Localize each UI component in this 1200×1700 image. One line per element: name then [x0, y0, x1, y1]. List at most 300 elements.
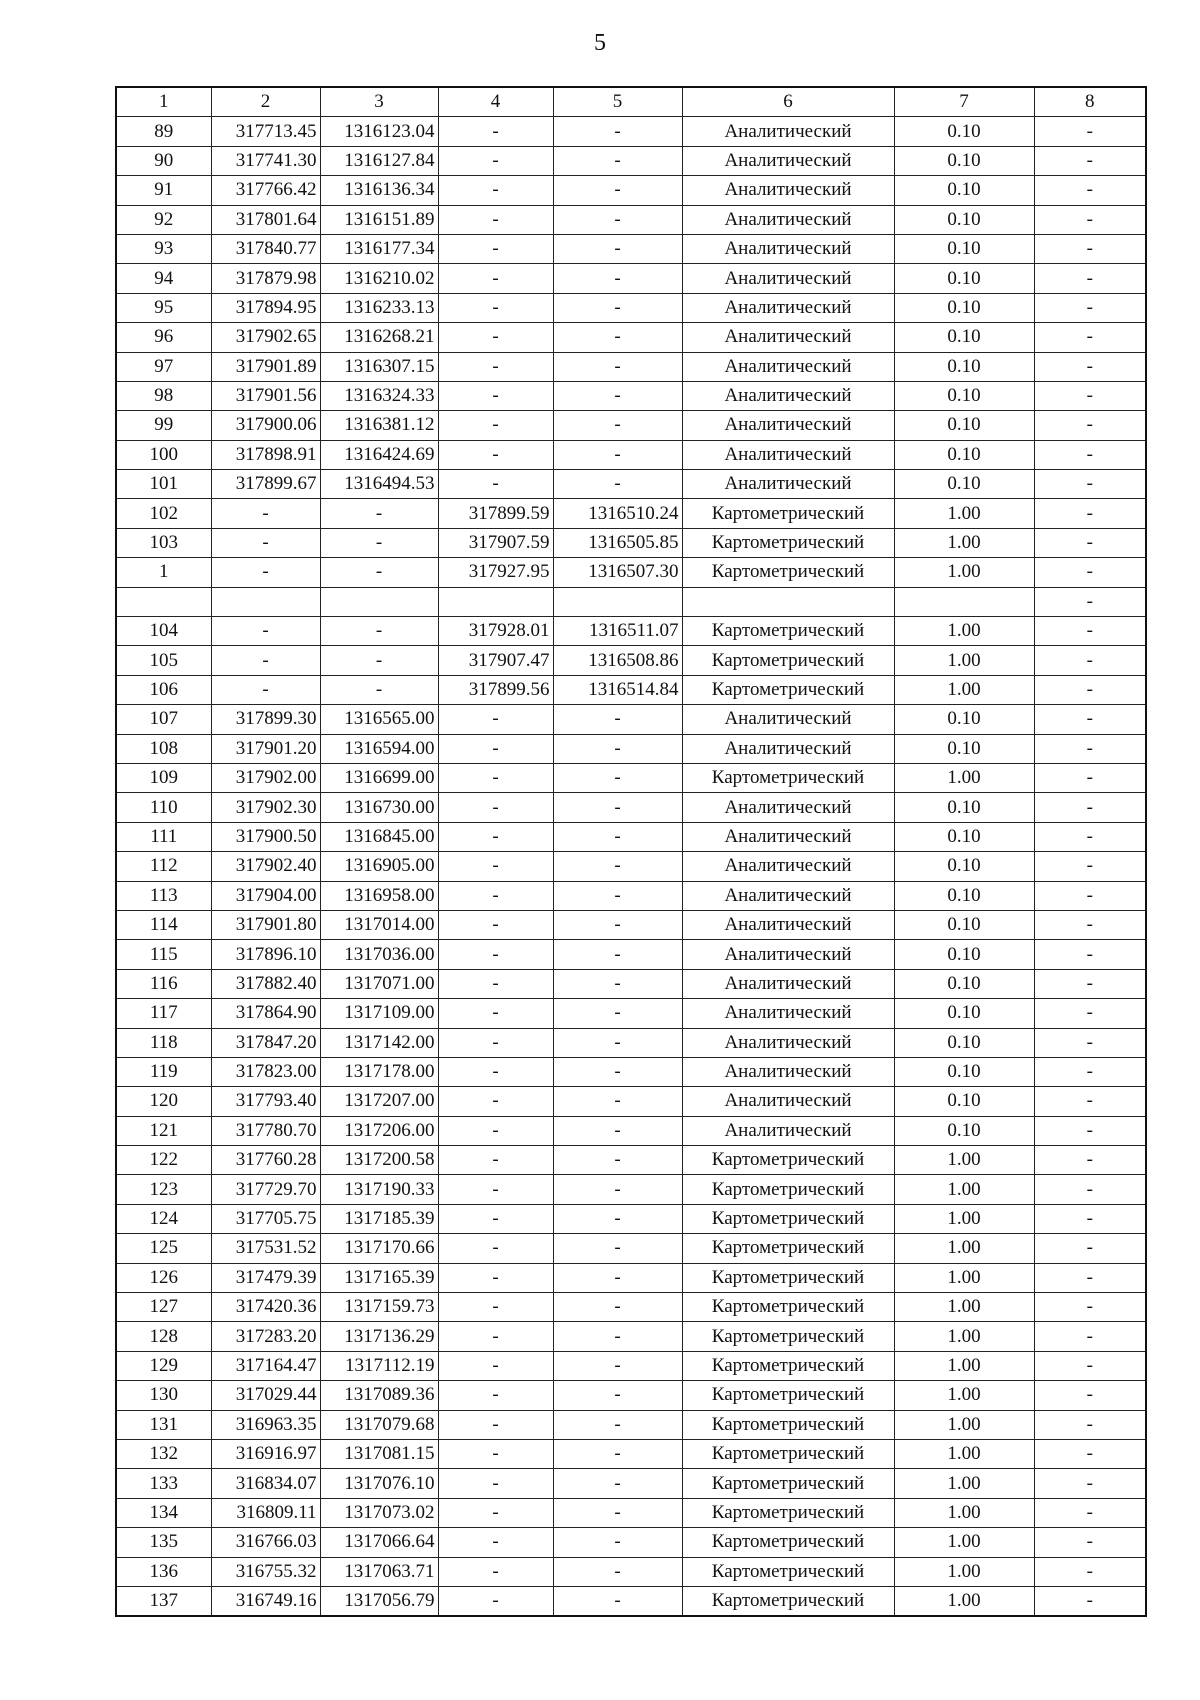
- cell-note: -: [1034, 1234, 1146, 1263]
- cell-point-number: 120: [116, 1087, 211, 1116]
- cell-y-coordinate: 1317136.29: [320, 1322, 438, 1351]
- cell-point-number: 109: [116, 763, 211, 792]
- cell-x-coordinate-alt: -: [438, 969, 553, 998]
- cell-y-coordinate-alt: -: [553, 176, 682, 205]
- cell-accuracy: 0.10: [894, 793, 1034, 822]
- cell-y-coordinate-alt: -: [553, 969, 682, 998]
- cell-accuracy: 0.10: [894, 293, 1034, 322]
- cell-x-coordinate: 317882.40: [211, 969, 320, 998]
- cell-x-coordinate: 317531.52: [211, 1234, 320, 1263]
- cell-x-coordinate-alt: 317927.95: [438, 558, 553, 587]
- cell-y-coordinate-alt: -: [553, 734, 682, 763]
- cell-accuracy: 0.10: [894, 264, 1034, 293]
- cell-accuracy: 0.10: [894, 1116, 1034, 1145]
- cell-method: Аналитический: [682, 1087, 894, 1116]
- cell-point-number: 121: [116, 1116, 211, 1145]
- cell-accuracy: 0.10: [894, 940, 1034, 969]
- cell-accuracy: 0.10: [894, 176, 1034, 205]
- cell-note: -: [1034, 146, 1146, 175]
- table-row: [116, 1381, 1146, 1410]
- table-row: [116, 234, 1146, 263]
- cell-method: Аналитический: [682, 234, 894, 263]
- table-row: [116, 1204, 1146, 1233]
- cell-note: -: [1034, 617, 1146, 646]
- cell-x-coordinate-alt: -: [438, 1146, 553, 1175]
- cell-y-coordinate: 1317036.00: [320, 940, 438, 969]
- cell-x-coordinate: 317713.45: [211, 117, 320, 146]
- cell-y-coordinate: 1316958.00: [320, 881, 438, 910]
- cell-y-coordinate-alt: -: [553, 1586, 682, 1616]
- cell-point-number: 95: [116, 293, 211, 322]
- cell-x-coordinate: 317847.20: [211, 1028, 320, 1057]
- cell-x-coordinate-alt: -: [438, 1351, 553, 1380]
- cell-x-coordinate-alt: -: [438, 1234, 553, 1263]
- cell-method: Аналитический: [682, 1116, 894, 1145]
- cell-x-coordinate: 317900.50: [211, 822, 320, 851]
- cell-note: -: [1034, 1087, 1146, 1116]
- cell-note: -: [1034, 822, 1146, 851]
- table-row: [116, 381, 1146, 410]
- cell-point-number: 113: [116, 881, 211, 910]
- cell-accuracy: 1.00: [894, 1498, 1034, 1527]
- cell-accuracy: 1.00: [894, 1175, 1034, 1204]
- cell-y-coordinate-alt: -: [553, 793, 682, 822]
- cell-y-coordinate: 1317178.00: [320, 1057, 438, 1086]
- cell-method: Аналитический: [682, 881, 894, 910]
- cell-y-coordinate: 1316381.12: [320, 411, 438, 440]
- cell-x-coordinate: -: [211, 499, 320, 528]
- cell-y-coordinate-alt: 1316505.85: [553, 528, 682, 557]
- cell-x-coordinate-alt: 317907.59: [438, 528, 553, 557]
- cell-x-coordinate: -: [211, 528, 320, 557]
- cell-method: Аналитический: [682, 910, 894, 939]
- cell-point-number: 93: [116, 234, 211, 263]
- cell-y-coordinate: 1317109.00: [320, 999, 438, 1028]
- cell-accuracy: 0.10: [894, 146, 1034, 175]
- cell-method: Картометрический: [682, 499, 894, 528]
- cell-x-coordinate: 317729.70: [211, 1175, 320, 1204]
- cell-note: -: [1034, 1351, 1146, 1380]
- cell-point-number: 107: [116, 705, 211, 734]
- cell-accuracy: 1.00: [894, 558, 1034, 587]
- cell-accuracy: 1.00: [894, 1557, 1034, 1586]
- cell-x-coordinate-alt: -: [438, 1586, 553, 1616]
- cell-x-coordinate: 317766.42: [211, 176, 320, 205]
- cell-method: Картометрический: [682, 1263, 894, 1292]
- cell-y-coordinate: 1317190.33: [320, 1175, 438, 1204]
- cell-y-coordinate: 1317200.58: [320, 1146, 438, 1175]
- column-header-2: 2: [211, 87, 320, 117]
- cell-x-coordinate-alt: -: [438, 264, 553, 293]
- cell-y-coordinate-alt: -: [553, 1469, 682, 1498]
- cell-note: -: [1034, 352, 1146, 381]
- cell-x-coordinate: 317864.90: [211, 999, 320, 1028]
- cell-accuracy: 0.10: [894, 1057, 1034, 1086]
- cell-point-number: 97: [116, 352, 211, 381]
- cell-y-coordinate: 1317063.71: [320, 1557, 438, 1586]
- cell-note: -: [1034, 1557, 1146, 1586]
- cell-x-coordinate-alt: -: [438, 234, 553, 263]
- table-row: [116, 558, 1146, 587]
- cell-point-number: 125: [116, 1234, 211, 1263]
- cell-point-number: 128: [116, 1322, 211, 1351]
- cell-x-coordinate: -: [211, 646, 320, 675]
- table-row: [116, 1028, 1146, 1057]
- cell-y-coordinate-alt: -: [553, 205, 682, 234]
- cell-y-coordinate: 1316845.00: [320, 822, 438, 851]
- table-body: [116, 117, 1146, 1616]
- cell-note: -: [1034, 234, 1146, 263]
- cell-note: -: [1034, 852, 1146, 881]
- cell-x-coordinate: 316963.35: [211, 1410, 320, 1439]
- cell-point-number: 101: [116, 470, 211, 499]
- cell-y-coordinate: [320, 587, 438, 616]
- cell-x-coordinate-alt: -: [438, 1322, 553, 1351]
- cell-method: Аналитический: [682, 969, 894, 998]
- table-row: [116, 1087, 1146, 1116]
- cell-accuracy: 1.00: [894, 617, 1034, 646]
- cell-y-coordinate: 1317112.19: [320, 1351, 438, 1380]
- cell-point-number: 136: [116, 1557, 211, 1586]
- cell-x-coordinate-alt: -: [438, 705, 553, 734]
- table-row: [116, 675, 1146, 704]
- cell-y-coordinate-alt: -: [553, 940, 682, 969]
- cell-method: Картометрический: [682, 646, 894, 675]
- cell-x-coordinate-alt: -: [438, 734, 553, 763]
- cell-y-coordinate-alt: -: [553, 352, 682, 381]
- cell-point-number: 110: [116, 793, 211, 822]
- cell-accuracy: 0.10: [894, 205, 1034, 234]
- page-number: 5: [594, 30, 606, 56]
- cell-accuracy: 1.00: [894, 1322, 1034, 1351]
- table-row: [116, 440, 1146, 469]
- cell-note: -: [1034, 734, 1146, 763]
- table-row: [116, 411, 1146, 440]
- cell-x-coordinate: 317420.36: [211, 1293, 320, 1322]
- cell-method: Аналитический: [682, 940, 894, 969]
- cell-y-coordinate-alt: -: [553, 1351, 682, 1380]
- cell-accuracy: 0.10: [894, 705, 1034, 734]
- cell-accuracy: 1.00: [894, 1263, 1034, 1292]
- cell-y-coordinate: 1316127.84: [320, 146, 438, 175]
- cell-x-coordinate-alt: -: [438, 1057, 553, 1086]
- cell-note: -: [1034, 1439, 1146, 1468]
- cell-y-coordinate: 1317066.64: [320, 1528, 438, 1557]
- column-header-6: 6: [682, 87, 894, 117]
- cell-accuracy: 1.00: [894, 763, 1034, 792]
- cell-y-coordinate-alt: -: [553, 117, 682, 146]
- cell-y-coordinate-alt: -: [553, 146, 682, 175]
- cell-method: Картометрический: [682, 675, 894, 704]
- cell-x-coordinate: 317898.91: [211, 440, 320, 469]
- table-row: [116, 646, 1146, 675]
- cell-note: -: [1034, 528, 1146, 557]
- cell-point-number: 111: [116, 822, 211, 851]
- cell-accuracy: 0.10: [894, 440, 1034, 469]
- cell-note: -: [1034, 499, 1146, 528]
- table-row: [116, 587, 1146, 616]
- cell-method: Картометрический: [682, 1234, 894, 1263]
- cell-method: Аналитический: [682, 470, 894, 499]
- table-row: [116, 528, 1146, 557]
- cell-note: -: [1034, 1263, 1146, 1292]
- cell-note: -: [1034, 470, 1146, 499]
- cell-y-coordinate: 1317170.66: [320, 1234, 438, 1263]
- cell-accuracy: 0.10: [894, 470, 1034, 499]
- cell-method: Аналитический: [682, 852, 894, 881]
- cell-x-coordinate: 317780.70: [211, 1116, 320, 1145]
- cell-note: -: [1034, 323, 1146, 352]
- cell-method: Аналитический: [682, 999, 894, 1028]
- cell-point-number: 98: [116, 381, 211, 410]
- cell-y-coordinate-alt: -: [553, 1175, 682, 1204]
- table-row: [116, 205, 1146, 234]
- cell-method: Аналитический: [682, 117, 894, 146]
- cell-x-coordinate: 317901.80: [211, 910, 320, 939]
- cell-x-coordinate: -: [211, 675, 320, 704]
- cell-note: -: [1034, 1381, 1146, 1410]
- cell-method: Аналитический: [682, 176, 894, 205]
- cell-point-number: 124: [116, 1204, 211, 1233]
- cell-accuracy: 0.10: [894, 381, 1034, 410]
- column-header-5: 5: [553, 87, 682, 117]
- cell-y-coordinate-alt: -: [553, 381, 682, 410]
- cell-y-coordinate: 1316210.02: [320, 264, 438, 293]
- cell-y-coordinate: 1316730.00: [320, 793, 438, 822]
- cell-method: Аналитический: [682, 264, 894, 293]
- cell-x-coordinate: 316916.97: [211, 1439, 320, 1468]
- cell-method: Картометрический: [682, 1439, 894, 1468]
- cell-x-coordinate-alt: -: [438, 1381, 553, 1410]
- cell-note: -: [1034, 1175, 1146, 1204]
- cell-method: Аналитический: [682, 205, 894, 234]
- cell-x-coordinate: 317902.00: [211, 763, 320, 792]
- column-header-1: 1: [116, 87, 211, 117]
- cell-note: -: [1034, 1469, 1146, 1498]
- cell-x-coordinate-alt: 317899.59: [438, 499, 553, 528]
- cell-y-coordinate-alt: 1316514.84: [553, 675, 682, 704]
- cell-point-number: 89: [116, 117, 211, 146]
- cell-method: Картометрический: [682, 1381, 894, 1410]
- cell-accuracy: 0.10: [894, 234, 1034, 263]
- cell-x-coordinate: -: [211, 558, 320, 587]
- cell-method: Аналитический: [682, 1057, 894, 1086]
- cell-y-coordinate-alt: -: [553, 1410, 682, 1439]
- cell-note: -: [1034, 1116, 1146, 1145]
- cell-y-coordinate: -: [320, 499, 438, 528]
- cell-x-coordinate-alt: -: [438, 910, 553, 939]
- cell-point-number: 118: [116, 1028, 211, 1057]
- cell-x-coordinate: -: [211, 617, 320, 646]
- cell-point-number: 112: [116, 852, 211, 881]
- cell-accuracy: 1.00: [894, 499, 1034, 528]
- table-row: [116, 969, 1146, 998]
- cell-point-number: [116, 587, 211, 616]
- cell-x-coordinate: 317705.75: [211, 1204, 320, 1233]
- cell-method: Картометрический: [682, 558, 894, 587]
- table-row: [116, 1557, 1146, 1586]
- cell-x-coordinate: 317823.00: [211, 1057, 320, 1086]
- cell-x-coordinate-alt: 317928.01: [438, 617, 553, 646]
- cell-accuracy: 0.10: [894, 1028, 1034, 1057]
- table-row: [116, 763, 1146, 792]
- cell-y-coordinate-alt: -: [553, 1204, 682, 1233]
- table-row: [116, 293, 1146, 322]
- cell-y-coordinate-alt: -: [553, 1439, 682, 1468]
- cell-y-coordinate: 1316565.00: [320, 705, 438, 734]
- cell-x-coordinate-alt: -: [438, 1528, 553, 1557]
- cell-y-coordinate: 1316233.13: [320, 293, 438, 322]
- cell-x-coordinate-alt: -: [438, 381, 553, 410]
- cell-accuracy: 0.10: [894, 999, 1034, 1028]
- cell-x-coordinate: 316834.07: [211, 1469, 320, 1498]
- cell-point-number: 94: [116, 264, 211, 293]
- cell-point-number: 117: [116, 999, 211, 1028]
- cell-point-number: 137: [116, 1586, 211, 1616]
- cell-y-coordinate: 1316424.69: [320, 440, 438, 469]
- cell-note: -: [1034, 910, 1146, 939]
- table-row: [116, 910, 1146, 939]
- cell-x-coordinate: 317902.40: [211, 852, 320, 881]
- cell-y-coordinate: 1317056.79: [320, 1586, 438, 1616]
- cell-point-number: 96: [116, 323, 211, 352]
- cell-y-coordinate-alt: -: [553, 1234, 682, 1263]
- table-row: [116, 1498, 1146, 1527]
- cell-accuracy: 1.00: [894, 1351, 1034, 1380]
- cell-y-coordinate: 1317071.00: [320, 969, 438, 998]
- cell-x-coordinate: [211, 587, 320, 616]
- table-row: [116, 1263, 1146, 1292]
- cell-x-coordinate: 316766.03: [211, 1528, 320, 1557]
- cell-x-coordinate: 317894.95: [211, 293, 320, 322]
- cell-x-coordinate-alt: [438, 587, 553, 616]
- table-row: [116, 881, 1146, 910]
- cell-note: -: [1034, 264, 1146, 293]
- cell-x-coordinate-alt: -: [438, 1263, 553, 1292]
- cell-note: -: [1034, 1146, 1146, 1175]
- cell-y-coordinate: 1316307.15: [320, 352, 438, 381]
- cell-y-coordinate: 1317073.02: [320, 1498, 438, 1527]
- cell-accuracy: 0.10: [894, 117, 1034, 146]
- cell-x-coordinate-alt: -: [438, 1498, 553, 1527]
- cell-note: -: [1034, 558, 1146, 587]
- cell-point-number: 126: [116, 1263, 211, 1292]
- cell-accuracy: 1.00: [894, 1439, 1034, 1468]
- table-row: [116, 940, 1146, 969]
- cell-y-coordinate: 1317142.00: [320, 1028, 438, 1057]
- cell-x-coordinate: 317896.10: [211, 940, 320, 969]
- cell-note: -: [1034, 117, 1146, 146]
- table-row: [116, 1469, 1146, 1498]
- cell-point-number: 114: [116, 910, 211, 939]
- column-header-7: 7: [894, 87, 1034, 117]
- cell-y-coordinate-alt: 1316508.86: [553, 646, 682, 675]
- cell-x-coordinate-alt: -: [438, 1087, 553, 1116]
- cell-method: Аналитический: [682, 146, 894, 175]
- cell-y-coordinate: 1317165.39: [320, 1263, 438, 1292]
- cell-y-coordinate: 1317014.00: [320, 910, 438, 939]
- cell-note: -: [1034, 1410, 1146, 1439]
- cell-method: Картометрический: [682, 1351, 894, 1380]
- column-header-3: 3: [320, 87, 438, 117]
- table-row: [116, 470, 1146, 499]
- cell-method: Аналитический: [682, 734, 894, 763]
- cell-method: Аналитический: [682, 381, 894, 410]
- cell-point-number: 108: [116, 734, 211, 763]
- cell-x-coordinate: 317904.00: [211, 881, 320, 910]
- cell-point-number: 90: [116, 146, 211, 175]
- cell-accuracy: 1.00: [894, 1293, 1034, 1322]
- cell-y-coordinate-alt: 1316507.30: [553, 558, 682, 587]
- cell-note: -: [1034, 763, 1146, 792]
- cell-note: -: [1034, 1057, 1146, 1086]
- table-row: [116, 176, 1146, 205]
- cell-method: Аналитический: [682, 822, 894, 851]
- table-row: [116, 617, 1146, 646]
- cell-accuracy: 0.10: [894, 910, 1034, 939]
- cell-point-number: 102: [116, 499, 211, 528]
- cell-y-coordinate-alt: -: [553, 1263, 682, 1292]
- table-row: [116, 999, 1146, 1028]
- cell-y-coordinate-alt: -: [553, 881, 682, 910]
- cell-note: -: [1034, 969, 1146, 998]
- cell-x-coordinate: 317793.40: [211, 1087, 320, 1116]
- cell-note: -: [1034, 1586, 1146, 1616]
- cell-y-coordinate: 1316905.00: [320, 852, 438, 881]
- cell-note: -: [1034, 1293, 1146, 1322]
- cell-note: -: [1034, 587, 1146, 616]
- cell-point-number: 99: [116, 411, 211, 440]
- cell-accuracy: 1.00: [894, 1381, 1034, 1410]
- cell-y-coordinate: 1316123.04: [320, 117, 438, 146]
- cell-y-coordinate-alt: -: [553, 293, 682, 322]
- cell-x-coordinate-alt: -: [438, 852, 553, 881]
- cell-method: Картометрический: [682, 1175, 894, 1204]
- cell-y-coordinate: -: [320, 528, 438, 557]
- cell-note: -: [1034, 1322, 1146, 1351]
- cell-y-coordinate-alt: -: [553, 234, 682, 263]
- cell-method: [682, 587, 894, 616]
- cell-x-coordinate: 317801.64: [211, 205, 320, 234]
- table-row: [116, 1175, 1146, 1204]
- cell-y-coordinate-alt: -: [553, 470, 682, 499]
- cell-x-coordinate-alt: -: [438, 1204, 553, 1233]
- cell-accuracy: 1.00: [894, 528, 1034, 557]
- table-row: [116, 822, 1146, 851]
- cell-x-coordinate-alt: -: [438, 793, 553, 822]
- cell-y-coordinate-alt: -: [553, 440, 682, 469]
- cell-method: Аналитический: [682, 793, 894, 822]
- table-row: [116, 1351, 1146, 1380]
- cell-x-coordinate: 317902.30: [211, 793, 320, 822]
- table-row: [116, 852, 1146, 881]
- cell-x-coordinate-alt: -: [438, 293, 553, 322]
- cell-method: Картометрический: [682, 617, 894, 646]
- cell-x-coordinate: 316755.32: [211, 1557, 320, 1586]
- cell-x-coordinate: 316809.11: [211, 1498, 320, 1527]
- cell-point-number: 123: [116, 1175, 211, 1204]
- cell-point-number: 135: [116, 1528, 211, 1557]
- table-row: [116, 1439, 1146, 1468]
- cell-note: -: [1034, 176, 1146, 205]
- cell-y-coordinate-alt: -: [553, 763, 682, 792]
- cell-note: -: [1034, 1498, 1146, 1527]
- cell-accuracy: [894, 587, 1034, 616]
- table-row: [116, 734, 1146, 763]
- cell-x-coordinate-alt: -: [438, 1469, 553, 1498]
- cell-accuracy: 0.10: [894, 1087, 1034, 1116]
- cell-x-coordinate-alt: -: [438, 117, 553, 146]
